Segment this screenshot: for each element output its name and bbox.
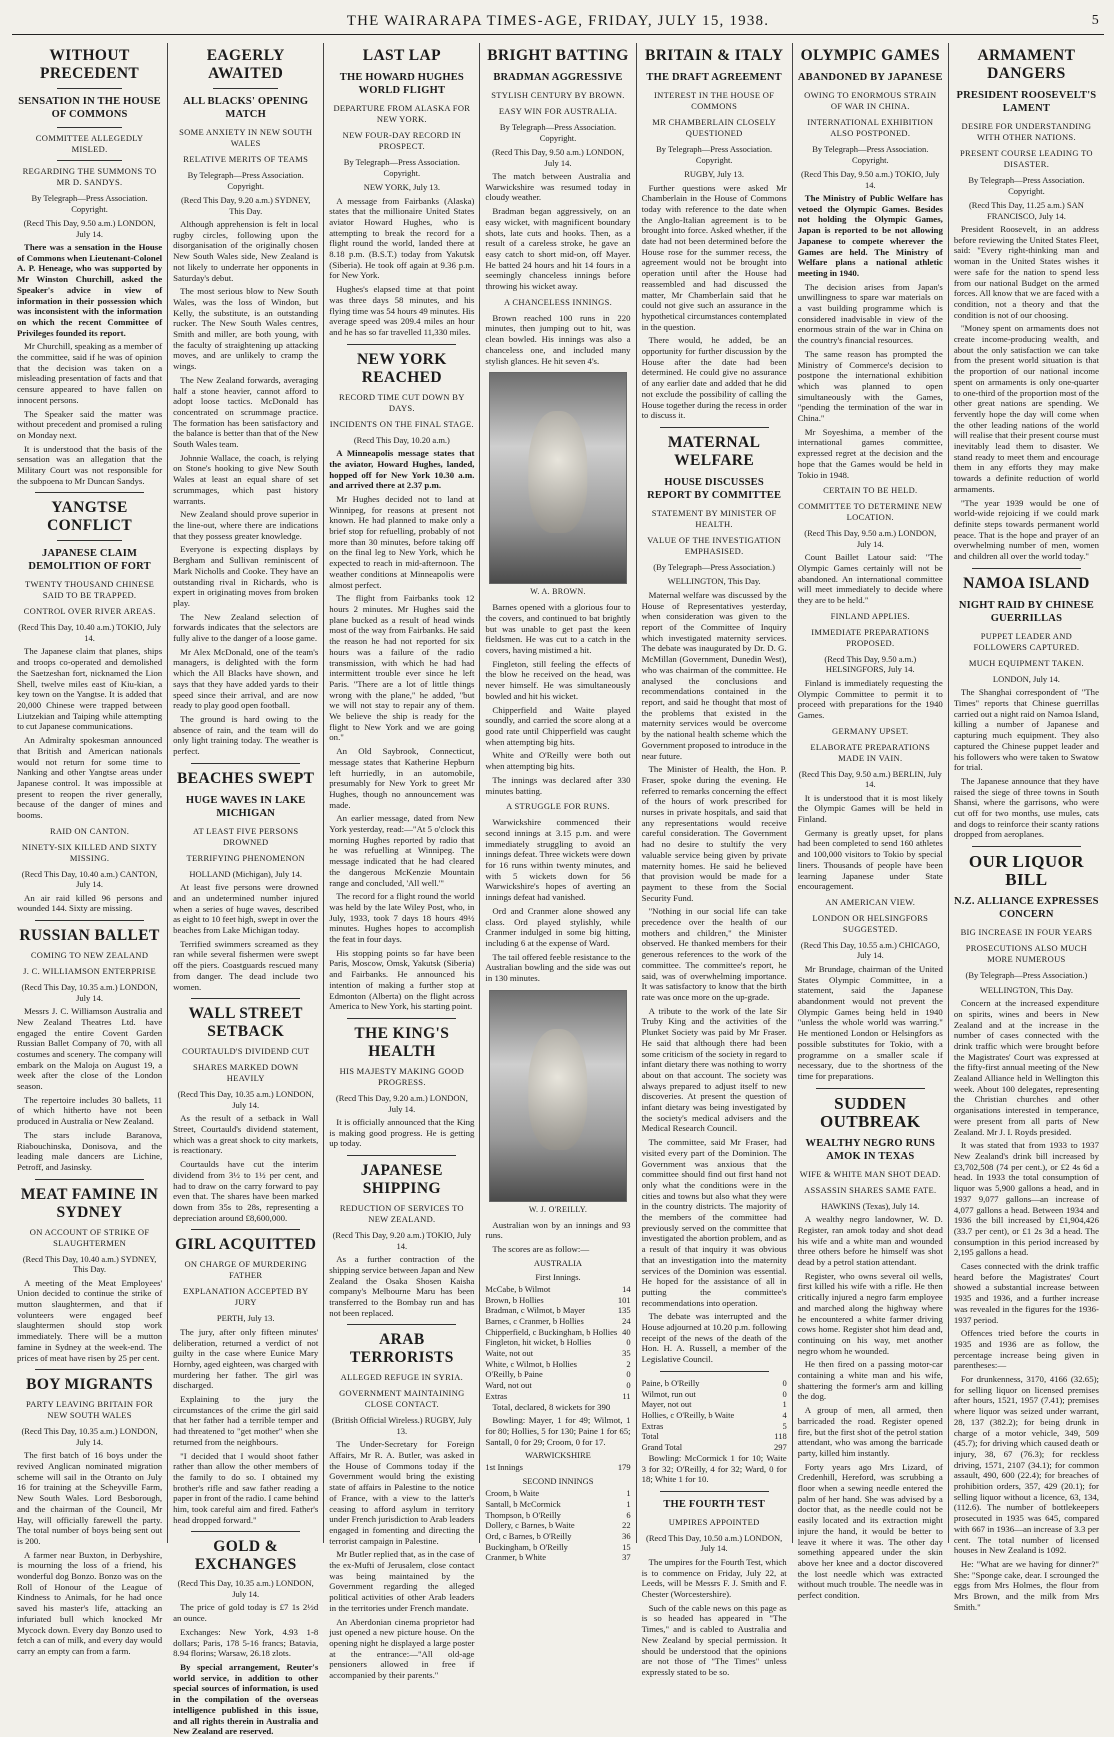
- score-row: Hollies, c O'Reilly, b Waite 4: [641, 1410, 787, 1420]
- paragraph: The Shanghai correspondent of "The Times" reports that Chinese guerrillas carried out a night raid on Namoa Island, killing a number of Japanese and capturing much equipment. They also captured the Chinese puppet leader and his followers who were taken to Swatow for trial.: [953, 687, 1099, 773]
- subheading: VALUE OF THE INVESTIGATION EMPHASISED.: [647, 534, 782, 556]
- paragraph: A group of men, all armed, then barricaded the road. Register opened fire, but the first shot of the petrol station attendant, who was among the barricade party, killed him instantly.: [797, 1405, 943, 1458]
- subheading: ALL BLACKS' OPENING MATCH: [183, 96, 309, 120]
- subheading: SENSATION IN THE HOUSE OF COMMONS: [18, 96, 161, 120]
- subheading: NIGHT RAID BY CHINESE GUERRILLAS: [958, 599, 1095, 624]
- scorecard-australia: [485, 1284, 630, 1402]
- dateline: (Recd This Day, 10.35 a.m.) LONDON, July 14.: [177, 1089, 314, 1110]
- headline: MEAT FAMINE IN SYDNEY: [20, 1185, 159, 1221]
- subheading: IMMEDIATE PREPARATIONS PROPOSED.: [811, 626, 930, 648]
- paragraph: The match between Australia and Warwickshire was resumed today in cloudy weather.: [485, 171, 631, 203]
- headline: OLYMPIC GAMES: [800, 47, 940, 64]
- subheading: WIFE & WHITE MAN SHOT DEAD.: [799, 1168, 941, 1179]
- scorecard-subheading: First Innings.: [535, 1271, 581, 1282]
- score-row: Extras 5: [641, 1420, 787, 1431]
- column-4: [480, 43, 636, 1563]
- dateline: (Recd This Day, 9.20 a.m.) TOKIO, July 14.: [332, 1230, 472, 1251]
- subheading: INTEREST IN THE HOUSE OF COMMONS: [654, 90, 775, 111]
- photo-caption: W. A. BROWN.: [530, 587, 586, 597]
- dateline: PERTH, July 13.: [216, 1313, 275, 1324]
- subheading: GERMANY UPSET.: [832, 725, 909, 736]
- headline: GOLD & EXCHANGES: [194, 1538, 297, 1574]
- dateline: (Recd This Day, 10.40 a.m.) CANTON, July 14.: [21, 868, 158, 890]
- headline: ARMAMENT DANGERS: [977, 47, 1076, 82]
- headline: EAGERLY AWAITED: [206, 47, 285, 82]
- subheading: CONTROL OVER RIVER AREAS.: [23, 606, 156, 617]
- paragraph: Johnnie Wallace, the coach, is relying on Stone's hooking to give New South Wales at least an equal share of set scrummages, which past history warrants.: [173, 452, 319, 506]
- subheading: COMMITTEE TO DETERMINE NEW LOCATION.: [798, 501, 943, 523]
- headline: GIRL ACQUITTED: [175, 1236, 317, 1254]
- paragraph: Australian won by an innings and 93 runs.: [485, 1219, 631, 1241]
- headline: RUSSIAN BALLET: [19, 927, 160, 945]
- photo-caption: W. J. O'REILLY.: [528, 1204, 588, 1214]
- headline: ARAB TERRORISTS: [349, 1331, 454, 1367]
- subheading: TWENTY THOUSAND CHINESE SAID TO BE TRAPPED.: [24, 579, 155, 601]
- paragraph: It is officially announced that the King is making good progress. He is getting up today.: [329, 1117, 475, 1149]
- credit: (By Telegraph—Press Association.): [653, 561, 776, 572]
- paragraph: The most serious blow to New South Wales, was the loss of Windon, but Kelly, the substitute, is an outstanding rucker. The New South Wales centres, Smith and miller, are both young, with the faculty of straightening up attacking moves, and are unlikely to cramp the wings.: [173, 286, 319, 372]
- score-row: Fingleton, hit wicket, b Hollies 0: [485, 1337, 631, 1348]
- dateline: (Recd This Day, 10.50 a.m.) LONDON, July 14.: [646, 1532, 783, 1554]
- subheading: WEALTHY NEGRO RUNS AMOK IN TEXAS: [805, 1137, 935, 1162]
- paragraph: Register, who owns several oil wells, first killed his wife with a rifle. He then critically injured a negro farm employee and marched along the highway where he encountered a white farmer driving cows home. Register shot him dead and, continuing on his way, met another negro whom he wounded.: [797, 1270, 943, 1356]
- paragraph: "I decided that I would shoot father rather than allow the other members of the family to do so. I obtained my brother's rifle and saw father reading a paper in front of the radio. I came behind him, took careful aim and fired. Father's head dropped forward.": [173, 1450, 319, 1525]
- paragraph: A message from Fairbanks (Alaska) states that the millionaire United States aviator Howard Hughes, who is attempting to break the record for a flight round the world, landed there at 8.18 p.m. (B.S.T.) today from Yakutsk (Siberia). He took off again at 9.36 p.m. for New York.: [329, 195, 475, 281]
- subheading: COURTAULD'S DIVIDEND CUT: [181, 1046, 310, 1057]
- subheading: JAPANESE CLAIM DEMOLITION OF FORT: [28, 548, 151, 573]
- subheading: BRADMAN AGGRESSIVE: [493, 72, 623, 83]
- paragraph: Mr Alex McDonald, one of the team's managers, is delighted with the form which the All Blacks have shown, and says that they have added yards to their speed since their arrival, and are now ready to play good open football.: [173, 646, 319, 711]
- score-row: Santall, b McCormick 1: [485, 1498, 631, 1509]
- score-row: Ward, not out 0: [485, 1380, 631, 1391]
- paragraph: Count Baillet Latour said: "The Olympic Games certainly will not be abandoned. An international committee will meet immediately to decide where they are to be held.": [797, 552, 943, 606]
- subheading: HUGE WAVES IN LAKE MICHIGAN: [185, 794, 306, 819]
- subheading: ALLEGED REFUGE IN SYRIA.: [340, 1372, 464, 1383]
- paragraph: It is understood that the basis of the sensation was an allegation that the Military Court was not responsible for the subpoena to Mr Duncan Sandys.: [17, 443, 163, 486]
- subheading: OWING TO ENORMOUS STRAIN OF WAR IN CHINA.: [804, 90, 937, 111]
- paragraph: The Speaker said the matter was without precedent and promised a ruling on Monday next.: [17, 408, 163, 440]
- paragraph: Mr Hughes decided not to land at Winnipeg, for reasons at present not known. He had planned to make only a brief stop for refuelling, probably of not more than 30 minutes, before taking off on the final leg to New York, which he expected to reach in mid-afternoon. The weather conditions at Minneapolis were almost perfect.: [329, 493, 475, 590]
- paragraph: Ord and Cranmer alone showed any class. Ord played stylishly, while Cranmer indulged in some big hitting, including 6 at the expense of Ward.: [485, 905, 631, 948]
- subheading: STATEMENT BY MINISTER OF HEALTH.: [651, 507, 777, 529]
- subheading: HOUSE DISCUSSES REPORT BY COMMITTEE: [647, 476, 782, 501]
- paragraph: The Japanese announce that they have raised the siege of three towns in South Shansi, where the garrisons, who were cut off for two months, use mules, cats and dogs to reinforce their scanty rations dropped from aeroplanes.: [953, 775, 1099, 840]
- subheading: SHARES MARKED DOWN HEAVILY: [192, 1062, 299, 1084]
- paragraph: An Old Saybrook, Connecticut, message states that Katherine Hepburn left hurriedly, in an automobile, presumably for New York to greet Mr Hughes, though no announcement was made.: [329, 746, 475, 810]
- headline: LAST LAP: [362, 47, 441, 64]
- credit: By Telegraph—Press Association. Copyright.: [343, 157, 460, 178]
- subheading: THE DRAFT AGREEMENT: [646, 72, 782, 83]
- paragraph: He then fired on a passing motor-car containing a white man and his wife, shattering the former's arm and killing the dog.: [797, 1359, 943, 1402]
- score-row: Total 118: [641, 1431, 787, 1442]
- dateline: WELLINGTON, This Day.: [979, 984, 1073, 995]
- score-row: Brown, b Hollies 101: [485, 1294, 631, 1305]
- headline: WALL STREET SETBACK: [188, 1005, 303, 1041]
- credit: By Telegraph—Press Association. Copyright.: [31, 193, 148, 214]
- dateline: (Recd This Day, 10.35 a.m.) LONDON, July 14.: [177, 1578, 314, 1599]
- paragraph: A tribute to the work of the late Sir Truby King and the activities of the Plunket Society was paid by Mr Fraser. He said that although there had been some criticism of the society in regard to infant dietary there was nothing to worry about on that account. The society was always prepared to adjust itself to new discoveries. At present the question of infant dietary was being investigated by the society's medical advisers and the Medical Research Council.: [641, 1005, 787, 1134]
- paragraph: There was a sensation in the House of Commons when Lieutenant-Colonel A. P. Heneage, who was supported by Mr Winston Churchill, asked the Speaker's advice in view of information in their possession which was inconsistent with the information on which the recent Committee of Privileges founded its report.: [17, 242, 163, 338]
- subheading: FINLAND APPLIES.: [830, 610, 910, 621]
- score-row: Bradman, c Wilmot, b Mayer 135: [485, 1305, 631, 1316]
- subheading: RAID ON CANTON.: [49, 825, 130, 836]
- dateline: (Recd This Day, 10.20 a.m.): [353, 434, 450, 445]
- paragraph: Offences tried before the courts in 1935 and 1936 are as follow, the percentage increase being given in parentheses:—: [953, 1328, 1099, 1371]
- paragraph: Although apprehension is felt in local rugby circles, following upon the disorganisation of the originally chosen New South Wales side, New Zealand is not likely to underrate her opponents in Saturday's debut.: [173, 219, 319, 283]
- subheading: LONDON OR HELSINGFORS SUGGESTED.: [812, 912, 929, 934]
- paragraph: Messrs J. C. Williamson Australia and New Zealand Theatres Ltd. have engaged the entire Covent Garden Russian Ballet Company of 70, with all costumes and scenery. The company will embark on the Maloja on August 19, a week after the close of the London season.: [17, 1006, 163, 1092]
- paragraph: The innings was declared after 330 minutes batting.: [485, 774, 631, 796]
- dateline: (Recd This Day, 10.35 a.m.) LONDON, July 14.: [21, 982, 158, 1003]
- headline: BOY MIGRANTS: [26, 1376, 154, 1394]
- headline: MATERNAL WELFARE: [667, 433, 761, 469]
- paragraph: The first batch of 16 boys under the revived Anglican nominated migration scheme will sail in the Otranto on July 16 for training at the Scheyville Farm, New South Wales. Lord Besborough, and the chairman of the Council, Mr Hay, will officially farewell the party. The total number of boys being sent out is 200.: [17, 1450, 163, 1546]
- column-7: [949, 43, 1104, 1612]
- score-row: Barnes, c Cranmer, b Hollies 24: [485, 1315, 631, 1326]
- paragraph: An earlier message, dated from New York yesterday, read:—"At 5 o'clock this morning Hughes reported by radio that he was refuelling at Winnipeg. The message indicated that he had cleared the dangerous McKenzie Mountain range and concluded, 'All well.'": [329, 813, 475, 888]
- paragraph: President Roosevelt, in an address before reviewing the United States Fleet, said: "Every right-thinking man and woman in the United States wishes it were safe for the nation to spend less from our national Budget on the armed forces. All know that we are faced with a condition, not a theory and that the condition is not of our choosing.: [953, 224, 1099, 320]
- score-row: Croom, b Waite 1: [485, 1488, 631, 1499]
- credit: By Telegraph—Press Association. Copyright.: [656, 144, 773, 165]
- dateline: (Recd This Day, 9.50 a.m.) LONDON, July 14.: [492, 147, 624, 168]
- paragraph: A farmer near Buxton, in Derbyshire, is mourning the loss of a friend, his wonderful dog Bonzo. Bonzo was on the Roll of Honour of the League of Kindness to Animals, for he had once saved his master's life, attacking an infuriated bull which knocked Mr Mycock down. Every day Bonzo used to fetch a can of milk, and every day would carry an empty can from a farm.: [17, 1549, 163, 1656]
- paragraph: The umpires for the Fourth Test, which is to commence on Friday, July 22, at Leeds, will be Messrs F. J. Smith and F. Chester (Worcestershire).: [641, 1556, 787, 1600]
- paragraph: It was stated that from 1933 to 1937 New Zealand's drink bill increased by £3,702,508 (74 per cent.), or £2 4s 6d a head. In 1933 the total consumption of liquor was 5,900 gallons a head, and in 1937 9,077 gallons—an increase of 4,077 gallons a head. Between 1934 and 1936 the bill increased by £1,904,426 (33.7 per cent), or £1 2s 3d a head. The consumption in this period increased by 2,195 gallons a head.: [953, 1140, 1099, 1258]
- paragraph: Terrified swimmers screamed as they ran while several fishermen were swept off the piers. Coastguards rescued many from danger. The dead include two women.: [173, 938, 319, 992]
- dateline: (Recd This Day, 10.35 a.m.) LONDON, July 14.: [21, 1426, 158, 1447]
- subheading: REDUCTION OF SERVICES TO NEW ZEALAND.: [339, 1203, 464, 1225]
- paragraph: Germany is greatly upset, for plans had been completed to send 160 athletes and 100,000 visitors to Tokio by special liners. Thousands of people have been learning Japanese under State encouragement.: [797, 827, 943, 892]
- dateline: (Recd This Day, 9.50 a.m.) HELSINGFORS, July 14.: [824, 653, 917, 675]
- paragraph: Fingleton, still feeling the effects of the blow he received on the head, was never himself. He was simultaneously bowled and hit his wicket.: [485, 658, 631, 701]
- paragraph: The flight from Fairbanks took 12 hours 2 minutes. Mr Hughes said the plane bucked as a result of head winds most of the way from Fairbanks. He said the reason he had not reported for six hours was a failure of the radio transmission, with which he had had intermittent trouble ever since he left Paris. "There are a lot of little things wrong with the plane," he added, "but we will not stay to repair any of them. We believe the ship is ready for the flight to New York and we are going on.": [329, 593, 475, 743]
- score-row: Dollery, c Barnes, b Waite 22: [485, 1520, 631, 1531]
- dateline: HAWKINS (Texas), July 14.: [821, 1200, 920, 1211]
- paragraph: The Minister of Health, the Hon. P. Fraser, spoke during the evening. He referred to remarks concerning the effect of the hours of work prescribed for nurses in private hospitals, and said that any representations would receive careful consideration. The Government had no desire to stultify the very valuable service being given by private maternity homes. He said he believed that provision would be made for a payment to these from the Social Security Fund.: [641, 764, 787, 903]
- paragraph: An air raid killed 96 persons and wounded 144. Sixty are missing.: [17, 892, 163, 914]
- paragraph: The committee, said Mr Fraser, had visited every part of the Dominion. The Government was anxious that the committee should find out first hand not only what the conditions were in the cities and towns but also what they were in the country districts. The majority of the members of the committee had previously served on the committee that investigated the abortion problem, and as a result of that inquiry it was obvious that an investigation into the maternity services of the Dominion was essential. He hoped for the assistance of all in putting the committee's recommendations into operation.: [641, 1137, 787, 1308]
- score-row: Mayer, not out 1: [641, 1399, 787, 1410]
- subheading: BIG INCREASE IN FOUR YEARS: [960, 927, 1093, 938]
- paragraph: Hughes's elapsed time at that point was three days 58 minutes, and his flying time was 54 hours 49 minutes. His average speed was 209.4 miles an hour and he has so far travelled 11,330 miles.: [329, 284, 475, 337]
- score-row: Grand Total 297: [641, 1442, 787, 1453]
- subheading: COMING TO NEW ZEALAND: [30, 950, 149, 961]
- masthead: [12, 8, 1104, 35]
- headline: JAPANESE SHIPPING: [360, 1162, 443, 1198]
- dateline: HOLLAND (Michigan), July 14.: [189, 868, 303, 879]
- headline: BRIGHT BATTING: [487, 47, 629, 64]
- subheading: ASSASSIN SHARES SAME FATE.: [804, 1184, 937, 1195]
- column-5: [637, 43, 793, 1677]
- paragraph: Bradman began aggressively, on an easy wicket, with magnificent boundary shots, late cuts and hooks. Then, as a result of a careless stroke, he gave an easy catch to short mid-on, off Mayer. He batted 24 hours and hit 14 fours in a seemingly chanceless innings before throwing his wicket away.: [485, 206, 631, 292]
- paragraph: Forty years ago Mrs Lizard, of Credenhill, Hereford, was scrubbing a floor when a sewing needle entered the palm of her hand. She was advised by a doctor that, as the needle could not be easily located and its extraction might injure the hand, it would be better to leave it where it was. The other day something appeared under the skin above her knee and a doctor discovered the lost needle which was extracted without much trouble. The needle was in perfect condition.: [797, 1461, 943, 1601]
- page-number: 5: [1091, 13, 1100, 28]
- subheading: ABANDONED BY JAPANESE: [797, 72, 943, 83]
- dateline: (Recd This Day, 11.25 a.m.) SAN FRANCISCO, July 14.: [968, 200, 1084, 221]
- paragraph: Courtaulds have cut the interim dividend from 3½ to 1½ per cent, and had to draw on the carry forward to pay even that. The shares have been marked down from 35s to 28s, representing a depreciation around £8,600,000.: [173, 1159, 319, 1223]
- headline: WITHOUT PRECEDENT: [39, 47, 140, 82]
- photo-brown: [489, 372, 626, 584]
- paragraph: An Aberdonian cinema proprietor had just opened a new picture house. On the opening night he displayed a large poster at the entrance:—"All old-age pensioners allowed in free if accompanied by their parents.": [329, 1616, 475, 1681]
- paragraph: Concern at the increased expenditure on spirits, wines and beers in New Zealand and at the increase in the number of cases connected with the drink traffic which were brought before the Magistrates' Court was expressed at the fifty-first annual meeting of the New Zealand Alliance held in Wellington this week. About 100 delegates, representing the Christian churches and other organisations interested in temperance, were present from all parts of New Zealand. Mr J. I. Royds presided.: [953, 998, 1099, 1137]
- credit: By Telegraph—Press Association. Copyright.: [187, 170, 304, 191]
- score-row: Waite, not out 35: [485, 1348, 631, 1359]
- paragraph: The jury, after only fifteen minutes' deliberation, returned a verdict of not guilty in the case where Eunice Mary Hornby, aged eighteen, was charged with murdering her father. The girl was discharged.: [173, 1326, 319, 1391]
- subheading: N.Z. ALLIANCE EXPRESSES CONCERN: [954, 896, 1099, 921]
- dateline: LONDON, July 14.: [992, 673, 1060, 684]
- score-row: McCabe, b Wilmot 14: [485, 1283, 631, 1294]
- subheading: J. C. WILLIAMSON ENTERPRISE: [23, 966, 156, 977]
- paragraph: Explaining to the jury the circumstances of the crime the girl said that her father had a terrible temper and had threatened to "get mother" when she returned from the neighbours.: [173, 1394, 319, 1447]
- subheading: INCIDENTS ON THE FINAL STAGE.: [329, 418, 474, 429]
- headline: NAMOA ISLAND: [963, 574, 1090, 592]
- dateline: (Recd This Day, 10.40 a.m.) TOKIO, July 14.: [18, 622, 161, 643]
- paragraph: A meeting of the Meat Employees' Union decided to continue the strike of mutton slaughtermen, and that if volunteers were engaged beef slaughtermen should stop work immediately. There will be a mutton famine in Sydney at the week-end. The prices of meat have risen by 25 per cent.: [17, 1277, 163, 1363]
- score-row: 1st Innings 179: [485, 1462, 631, 1473]
- paragraph: Everyone is expecting displays by Bergham and Sullivan reminiscent of Mark Nicholls and Cooke. They have an outstanding rival in Richards, who is expert in originating moves from broken play.: [173, 544, 319, 608]
- column-3: [324, 43, 480, 1681]
- subheading: COMMITTEE ALLEGEDLY MISLED.: [35, 133, 144, 154]
- subheading: REGARDING THE SUMMONS TO MR D. SANDYS.: [22, 166, 157, 187]
- credit: By Telegraph—Press Association. Copyright.: [499, 122, 617, 143]
- headline: YANGTSE CONFLICT: [47, 499, 133, 535]
- paragraph: Mr Soyeshima, a member of the international games committee, expressed regret at the decision and the hope that the Games would be held in Tokio in 1948.: [797, 426, 943, 480]
- paragraph: As the result of a setback in Wall Street, Courtauld's dividend statement, which was a great shock to city markets, is reactionary.: [173, 1113, 319, 1156]
- subheading: MUCH EQUIPMENT TAKEN.: [968, 657, 1084, 668]
- subheading: A CHANCELESS INNINGS.: [503, 296, 613, 307]
- scorecard-heading: WARWICKSHIRE: [525, 1450, 591, 1461]
- bowling: Bowling: McCormick 1 for 10; Waite 3 for 32; O'Reilly, 4 for 32; Ward, 0 for 18; White 1 for 10.: [641, 1452, 787, 1485]
- paragraph: For drunkenness, 3170, 4166 (32.65); for selling liquor on licensed premises after hours, 1521, 1957 (7.41); premises where liquor was seized under warrant, 28, 137 (382.2); for being drunk in charge of a motor vehicle, 349, 509 (45.7); for driving which caused death or injury, 38, 67 (76.3); for reckless driving, 1571, 2107 (34.1); for common assault, 490, 600 (22.4); for breaches of prohibition orders, 357, 429 (20.1); for selling liquor without a licence, 63, 134, (112.6). The number of bottlekeepers prosecuted in 1935 was 645, compared with 667 in 1936—an increase of 3.3 per cent. The total number of licensed houses in New Zealand is 1092.: [953, 1374, 1099, 1556]
- scorecard-continued: [642, 1378, 787, 1453]
- score-row: White, c Wilmot, b Hollies 2: [485, 1358, 631, 1369]
- dateline: (Recd This Day, 9.50 a.m.) LONDON, July 14.: [23, 218, 156, 239]
- paragraph: The Ministry of Public Welfare has vetoed the Olympic Games. Besides not holding the Olympic Games, Japan is reported to be not allowing Japanese to compete wherever the Games are held. The Ministry of Welfare plans a national athletic meeting in 1940.: [797, 193, 943, 278]
- score-total: Total, declared, 8 wickets for 390: [492, 1401, 611, 1412]
- subheading: EXPLANATION ACCEPTED BY JURY: [182, 1286, 309, 1308]
- subheading: PUPPET LEADER AND FOLLOWERS CAPTURED.: [973, 630, 1080, 652]
- paragraph: The ground is hard owing to the absence of rain, and the team will do only light training today. The weather is perfect.: [173, 713, 319, 757]
- score-row: Wilmot, run out 0: [641, 1388, 787, 1399]
- subheading: ON ACCOUNT OF STRIKE OF SLAUGHTERMEN: [29, 1226, 150, 1248]
- dateline: (Recd This Day, 10.40 a.m.) SYDNEY, This Day.: [22, 1253, 157, 1275]
- subheading: ON CHARGE OF MURDERING FATHER: [184, 1259, 307, 1281]
- subheading: RECORD TIME CUT DOWN BY DAYS.: [339, 391, 465, 413]
- bowling: Bowling: Mayer, 1 for 49; Wilmot, 1 for 80; Hollies, 5 for 130; Paine 1 for 65; Santall, 0 for 29; Croom, 0 for 17.: [485, 1415, 631, 1447]
- paragraph: "Nothing in our social life can take precedence over the health of our mothers and children," the Minister observed. He thanked members for their generous references to the work of the committee. The committee's report, he said, was of overwhelming importance. It was satisfactory to know that the birth rate was once more on the up-grade.: [641, 906, 787, 1002]
- paragraph: The New Zealand selection of forwards indicates that the selectors are fully alive to the danger of a loose game.: [173, 611, 319, 644]
- paragraph: "The year 1939 would be one of world-wide rejoicing if we could mark definite steps towards permanent world peace. That is the hope and prayer of an overwhelming number of men, women and children all over the world today.": [953, 497, 1099, 562]
- paragraph: The scores are as follow:—: [492, 1244, 590, 1255]
- dateline: (Recd This Day, 9.20 a.m.) SYDNEY, This Day.: [180, 195, 311, 216]
- credit: (By Telegraph—Press Association.): [965, 970, 1088, 981]
- paragraph: The tail offered feeble resistance to the Australian bowling and the side was out in 130 minutes.: [485, 951, 631, 984]
- subheading: PROSECUTIONS ALSO MUCH MORE NUMEROUS: [965, 943, 1088, 965]
- subheading: THE HOWARD HUGHES WORLD FLIGHT: [339, 72, 464, 96]
- paragraph: Finland is immediately requesting the Olympic Committee to permit it to proceed with preparations for the 1940 Games.: [797, 677, 943, 720]
- column-6: [793, 43, 949, 1601]
- paragraph: Cases connected with the drink traffic heard before the Magistrates' Court showed a substantial increase between 1935 and 1936, and a further increase was revealed in the figures for the 1936-1937 period.: [953, 1261, 1099, 1325]
- credit: By Telegraph—Press Association. Copyright.: [968, 175, 1085, 196]
- scorecard-subheading: SECOND INNINGS: [522, 1476, 594, 1487]
- paragraph: The decision arises from Japan's unwillingness to spare war materials on a vast building programme which is considered inadvisable in view of the enormous strain of the war in China on the country's financial resources.: [797, 281, 943, 346]
- paragraph: He: "What are we having for dinner?" She: "Sponge cake, dear. I scrounged the eggs from Mrs Holmes, the flour from Mrs Brown, and the milk from Mrs Smith.": [953, 1559, 1099, 1612]
- paragraph: By special arrangement, Reuter's world service, in addition to other special sources of information, is used in the compilation of the overseas intelligence published in this issue, and all rights therein in Australia and New Zealand are reserved.: [173, 1661, 319, 1737]
- score-row: Buckingham, b O'Reilly 15: [485, 1541, 631, 1552]
- dateline: (Recd This Day, 9.50 a.m.) LONDON, July 14.: [804, 528, 937, 549]
- paragraph: Barnes opened with a glorious four to the covers, and continued to bat brightly but was unable to get past the keen fieldsmen. He was cut to a catch in the covers, having mistimed a hit.: [485, 602, 631, 656]
- paragraph: Chipperfield and Waite played soundly, and carried the score along at a good rate until Chipperfield was caught when attempting big hits.: [485, 704, 631, 747]
- score-row: Thompson, b O'Reilly 6: [485, 1509, 631, 1520]
- photo-oreilly: [489, 990, 626, 1202]
- subheading: CERTAIN TO BE HELD.: [823, 485, 918, 496]
- score-row: Extras 11: [485, 1390, 631, 1401]
- paragraph: The same reason has prompted the Ministry of Commerce's decision to postpone the international exhibition which was planned to open simultaneously with the Games, "pending the termination of the war in China.": [797, 348, 943, 424]
- paragraph: Further questions were asked Mr Chamberlain in the House of Commons today with reference to the date when the Anglo-Italian agreement is to be brought into force. Asked whether, if the date had not been determined before the House rose for the summer recess, the agreement would not be brought into operation until after the House had reassembled and had discussed the matter, Mr Chamberlain said that he could not give such an assurance in the hypothetical circumstances contemplated in the question.: [641, 182, 787, 332]
- paragraph: Brown reached 100 runs in 220 minutes, then jumping out to hit, was clean bowled. His innings was also a chanceless one, and included many stylish glances. He hit seven 4's.: [485, 312, 631, 366]
- subheading: INTERNATIONAL EXHIBITION ALSO POSTPONED.: [807, 117, 934, 138]
- subheading: SOME ANXIETY IN NEW SOUTH WALES: [179, 127, 313, 148]
- subheading: DEPARTURE FROM ALASKA FOR NEW YORK.: [333, 103, 471, 124]
- subheading: NINETY-SIX KILLED AND SIXTY MISSING.: [21, 841, 158, 863]
- dateline: RUGBY, July 13.: [684, 169, 745, 179]
- paragraph: A wealthy negro landowner, W. D. Register, ran amok today and shot dead his wife and a white man and wounded three others before he himself was shot dead by a petrol station attendant.: [797, 1214, 943, 1267]
- column-2: [168, 43, 324, 1737]
- subheading: NEW FOUR-DAY RECORD IN PROSPECT.: [342, 130, 462, 151]
- scorecard-heading: AUSTRALIA: [533, 1257, 583, 1268]
- score-row: Chipperfield, c Buckingham, b Hollies 40: [485, 1326, 631, 1337]
- paragraph: The New Zealand forwards, averaging half a stone heavier, cannot afford to adopt loose tactics. McDonald has concentrated on scrummage practice. The formation has been satisfactory and the balance is better than that of the New South Wales team.: [173, 374, 319, 450]
- paragraph: There would, he added, be an opportunity for further discussion by the House after the date had been determined. He could give no assurance of any earlier date and added that he did not exclude the possibility of calling the House together during the recess in order to discuss it.: [641, 335, 787, 421]
- paragraph: The Under-Secretary for Foreign Affairs, Mr R. A. Butler, was asked in the House of Commons today if the Government would bring the existing state of affairs in Palestine to the notice of France, with a view to the latter's ceasing to afford asylum in territory under French jurisdiction to Arab leaders engaged in fomenting and directing the terrorist campaign in Palestine.: [329, 1439, 475, 1546]
- paragraph: Maternal welfare was discussed by the House of Representatives yesterday, when consideration was given to the report of the Committee of Inquiry which investigated maternity services. The debate was inaugurated by Dr. D. G. McMillan (Government, Dunedin West), who was chairman of the committee. He analysed the conclusions and recommendations contained in the report, and said he thought that most of the problems that existed in the maternity services would be overcome by the national health scheme which the Government proposed to introduce in the near future.: [641, 589, 787, 761]
- subheading: RELATIVE MERITS OF TEAMS: [183, 154, 309, 164]
- subheading: DESIRE FOR UNDERSTANDING WITH OTHER NATIONS.: [961, 121, 1092, 142]
- paragraph: An Admiralty spokesman announced that British and American nationals would not return for some time to Nanking and other Yangtse areas under Japanese control. It was impossible at present to reopen the river generally, because of the danger of mines and booms.: [17, 735, 163, 821]
- paragraph: Mr Churchill, speaking as a member of the committee, said if he was of opinion that the decision was taken on a misleading presentation of facts and that censure appeared to have fallen on innocent persons.: [17, 341, 163, 405]
- masthead-title: THE WAIRARAPA TIMES-AGE, FRIDAY, JULY 15, 1938.: [346, 13, 770, 29]
- subheading: AN AMERICAN VIEW.: [825, 896, 916, 907]
- dateline: (Recd This Day, 9.20 a.m.) LONDON, July 14.: [335, 1093, 468, 1114]
- dateline: NEW YORK, July 13.: [363, 182, 440, 192]
- paragraph: Mr Brundage, chairman of the United States Olympic Committee, in a statement, said the Japanese abandonment would not prevent the Olympic Games being held in 1940 "unless the whole world was warring." He mentioned London or Helsingfors as possible substitutes for Tokio, with a programme on a smaller scale if necessary, due to the shortness of the time for preparations.: [797, 963, 943, 1081]
- paragraph: Warwickshire commenced their second innings at 3.15 p.m. and were immediately struggling to avoid an innings defeat. Three wickets were down for 16 runs within twenty minutes, and with 5 wickets down for 56 Warwickshire's hopes of averting an innings defeat had vanished.: [485, 817, 631, 903]
- subheading: PARTY LEAVING BRITAIN FOR NEW SOUTH WALES: [26, 1399, 154, 1421]
- headline: OUR LIQUOR BILL: [968, 852, 1084, 890]
- subheading: GOVERNMENT MAINTAINING CLOSE CONTACT.: [339, 1388, 465, 1410]
- headline: BEACHES SWEPT: [177, 769, 315, 787]
- paragraph: His stopping points so far have been Paris, Moscow, Omsk, Yakutsk (Siberia) and Fairbanks. He announced his intention of making a further stop at Edmonton (Alberta) on the flight across America to New York, his starting point.: [329, 947, 475, 1012]
- headline: NEW YORK REACHED: [356, 350, 447, 386]
- score-row: O'Reilly, b Paine 0: [485, 1369, 631, 1380]
- paragraph: The repertoire includes 30 ballets, 11 of which hitherto have not been produced in Australia or New Zealand.: [17, 1094, 163, 1127]
- dateline: (Recd This Day, 9.50 a.m.) TOKIO, July 14.: [801, 169, 940, 190]
- headline: THE KING'S HEALTH: [354, 1025, 450, 1060]
- subheading: AT LEAST FIVE PERSONS DROWNED: [193, 825, 299, 847]
- paragraph: White and O'Reilly were both out when attempting big hits.: [485, 750, 631, 772]
- subheading: HIS MAJESTY MAKING GOOD PROGRESS.: [339, 1066, 465, 1087]
- paragraph: "Money spent on armaments does not create income-producing wealth, and about the only satisfaction we can take from the present world situation is that the proportion of our national income spent on armaments is only one-quarter to one-third of the proportion most of the other great nations are spending. We fervently hope the day will come when the other leading nations of the world will realise that their present course must inevitably lead them to disaster. We stand ready to meet them and encourage them in any efforts they may make towards a definite reduction of world armaments.: [953, 323, 1099, 494]
- paragraph: The Japanese claim that planes, ships and troops co-operated and demolished the Saetzeshan fort, nicknamed the Lion Shell, twelve miles east of Kiu-kian, a key town on the Yangtse. It is added that 20,000 Chinese were trapped between Liutzekian and Taiping while attempting to cut Japanese communications.: [17, 646, 163, 732]
- subheading: MR CHAMBERLAIN CLOSELY QUESTIONED: [652, 117, 777, 138]
- paragraph: The record for a flight round the world was held by the late Wiley Post, who, in July, 1933, took 7 days 18 hours 49½ minutes. Hughes hopes to accomplish the feat in four days.: [329, 891, 475, 945]
- subheading: EASY WIN FOR AUSTRALIA.: [498, 106, 618, 116]
- headline: BRITAIN & ITALY: [644, 47, 784, 64]
- subheading: PRESIDENT ROOSEVELT'S LAMENT: [956, 90, 1097, 114]
- paragraph: It is understood that it is most likely the Olympic Games will be held in Finland.: [797, 792, 943, 825]
- subheading: TERRIFYING PHENOMENON: [186, 852, 305, 863]
- paragraph: The debate was interrupted and the House adjourned at 10.20 p.m. following receipt of the news of the death of the Hon. H. A. Russell, a member of the Legislative Council.: [641, 1311, 787, 1365]
- paragraph: A Minneapolis message states that the aviator, Howard Hughes, landed, hopped off for New York 10.30 a.m. and arrived there at 2.37 p.m.: [329, 448, 475, 491]
- subheading: A STRUGGLE FOR RUNS.: [506, 801, 610, 812]
- score-row: Paine, b O'Reilly 0: [641, 1377, 787, 1388]
- subheading: PRESENT COURSE LEADING TO DISASTER.: [959, 148, 1093, 169]
- dateline: WELLINGTON, This Day.: [667, 576, 761, 587]
- headline: THE FOURTH TEST: [663, 1498, 765, 1510]
- paragraph: New Zealand should prove superior in the line-out, where there are indications that they possess greater knowledge.: [173, 509, 319, 541]
- column-1: [12, 43, 168, 1656]
- score-row: Cranmer, b White 37: [485, 1552, 631, 1563]
- score-row: Ord, c Barnes, b O'Reilly 36: [485, 1530, 631, 1541]
- paragraph: Exchanges: New York, 4.93 1-8 dollars; Paris, 178 5-16 francs; Batavia, 8.94 florins; Warsaw, 26.18 zlots.: [173, 1626, 319, 1659]
- paragraph: The price of gold today is £7 1s 2½d an ounce.: [173, 1602, 319, 1624]
- dateline: (Recd This Day, 10.55 a.m.) CHICAGO, July 14.: [800, 939, 940, 961]
- credit: By Telegraph—Press Association. Copyright.: [812, 144, 929, 165]
- subheading: ELABORATE PREPARATIONS MADE IN VAIN.: [810, 741, 931, 763]
- dateline: (Recd This Day, 9.50 a.m.) BERLIN, July 14.: [798, 768, 942, 790]
- subheading: STYLISH CENTURY BY BROWN.: [491, 90, 625, 100]
- paragraph: The stars include Baranova, Riabouchinska, Donisova, and the leading male dancers are Lichine, Petroff, and Jasinsky.: [17, 1129, 163, 1172]
- paragraph: At least five persons were drowned and an undetermined number injured when a series of huge waves, described as eight to 10 feet high, swept in over the beaches from Lake Michigan today.: [173, 882, 319, 936]
- paragraph: Such of the cable news on this page as is so headed has appeared in "The Times," and is cabled to Australia and New Zealand by special permission. It should be understood that the opinions are not those of "The Times" unless expressly stated to be so.: [641, 1602, 787, 1677]
- paragraph: As a further contraction of the shipping service between Japan and New Zealand the Osaka Shosen Kaisha company's Melbourne Maru has been transferred to the Bombay run and has not been replaced.: [329, 1254, 475, 1318]
- paragraph: Mr Butler replied that, as in the case of the ex-Mufti of Jerusalem, close contact was being maintained by the Government regarding the alleged political activities of other Arab leaders in the territories under French mandate.: [329, 1549, 475, 1613]
- dateline: (British Official Wireless.) RUGBY, July 13.: [331, 1415, 472, 1436]
- subheading: UMPIRES APPOINTED: [668, 1516, 760, 1527]
- headline: SUDDEN OUTBREAK: [820, 1093, 921, 1131]
- scorecard-warwickshire: [485, 1488, 630, 1563]
